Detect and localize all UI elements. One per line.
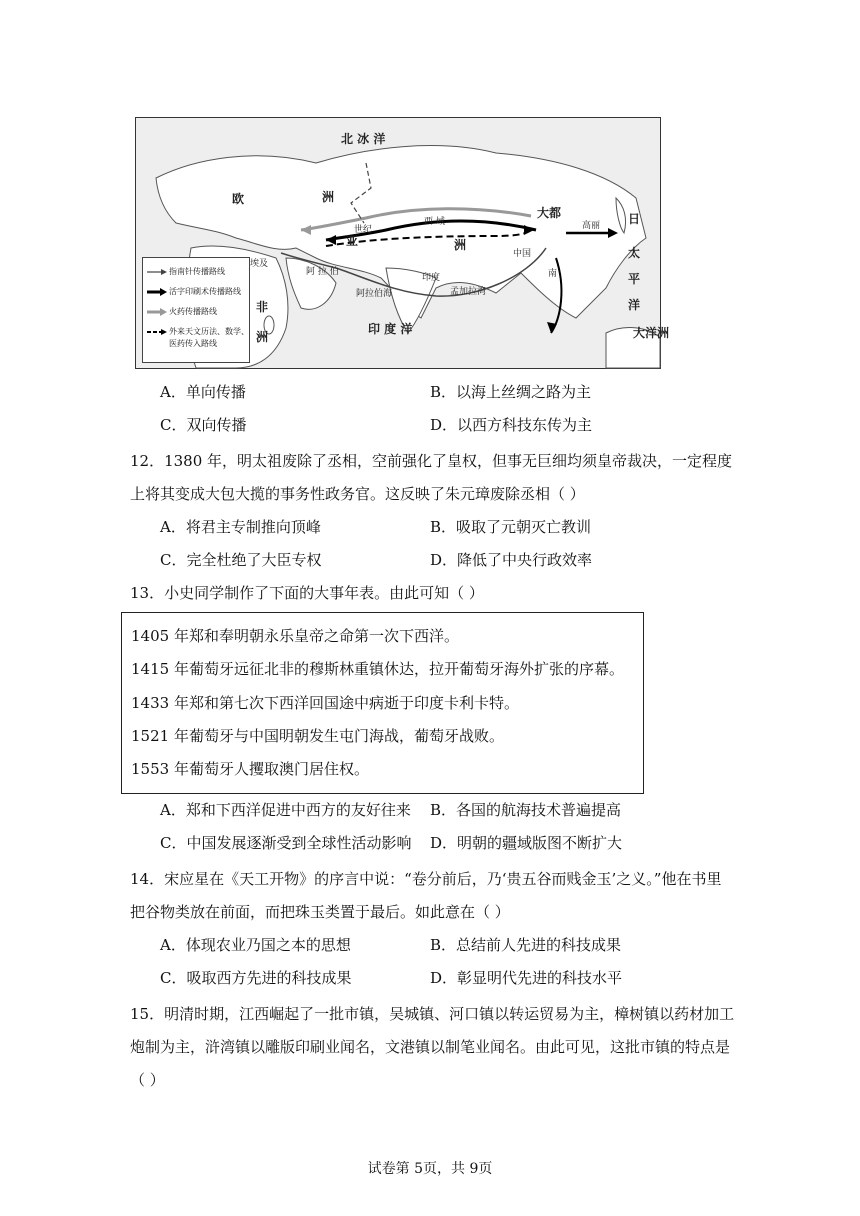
timeline-box xyxy=(121,612,644,794)
q14-stem-line-2: 把谷物类放在前面，而把珠玉类置于最后。如此意在（ ） xyxy=(130,903,510,921)
timeline-entry-1405: 1405 年郑和奉明朝永乐皇帝之命第一次下西洋。 xyxy=(131,627,459,645)
q13-option-d: D．明朝的疆域版图不断扩大 xyxy=(430,834,623,852)
map-label-bengal: 孟加拉湾 xyxy=(450,287,487,297)
q14-option-c: C．吸取西方先进的科技成果 xyxy=(160,969,352,987)
map-label-pacific-3: 洋 xyxy=(628,298,641,312)
q12-option-d: D．降低了中央行政效率 xyxy=(430,551,593,569)
map-label-europe-1: 欧 xyxy=(232,192,245,206)
q13-option-c: C．中国发展逐渐受到全球性活动影响 xyxy=(160,834,412,852)
map-label-century: 世纪 xyxy=(354,225,373,235)
map-label-arabian-sea: 阿拉伯海 xyxy=(356,289,393,299)
legend-gunpowder: 火药传播路线 xyxy=(169,307,217,316)
route-map-figure xyxy=(135,117,670,369)
legend-astronomy-1: 外来天文历法、数学、 xyxy=(169,327,249,336)
map-label-oceania: 大洋洲 xyxy=(633,326,670,340)
q12-option-b: B．吸取了元朝灭亡教训 xyxy=(430,518,592,536)
map-label-asia-2: 洲 xyxy=(454,238,467,252)
map-label-india: 印度 xyxy=(422,273,441,283)
legend-printing: 活字印刷术传播路线 xyxy=(169,287,241,296)
map-label-africa-1: 非 xyxy=(256,300,269,314)
q15-stem-line-2: 炮制为主，浒湾镇以雕版印刷业闻名，文港镇以制笔业闻名。由此可见，这批市镇的特点是 xyxy=(130,1038,731,1056)
q11-option-d: D．以西方科技东传为主 xyxy=(430,416,593,434)
map-label-pacific-2: 平 xyxy=(628,272,641,286)
legend-symbols xyxy=(145,258,169,362)
map-label-europe-2: 洲 xyxy=(322,190,335,204)
timeline-entry-1553: 1553 年葡萄牙人攫取澳门居住权。 xyxy=(131,760,369,778)
timeline-entry-1521: 1521 年葡萄牙与中国明朝发生屯门海战，葡萄牙战败。 xyxy=(131,727,504,745)
map-label-south: 南 xyxy=(548,269,558,279)
map-legend xyxy=(142,257,250,363)
q13-option-a: A．郑和下西洋促进中西方的友好往来 xyxy=(160,801,411,819)
q11-option-a: A．单向传播 xyxy=(160,383,246,401)
q11-option-b: B．以海上丝绸之路为主 xyxy=(430,383,592,401)
map-label-dadu: 大都 xyxy=(537,206,562,220)
map-label-arabia: 阿 拉 伯 xyxy=(306,267,339,277)
page-footer: 试卷第 5页，共 9页 xyxy=(367,1161,493,1177)
timeline-entry-1415: 1415 年葡萄牙远征北非的穆斯林重镇休达，拉开葡萄牙海外扩张的序幕。 xyxy=(131,660,624,678)
q15-stem-line-3: （ ） xyxy=(130,1071,165,1089)
map-label-china: 中国 xyxy=(513,249,532,259)
q12-stem-line-2: 上将其变成大包大揽的事务性政务官。这反映了朱元璋废除丞相（ ） xyxy=(130,485,585,503)
q12-stem-line-1: 12．1380 年，明太祖废除了丞相，空前强化了皇权，但事无巨细均须皇帝裁决，一定程度 xyxy=(130,452,733,470)
q13-option-b: B．各国的航海技术普遍提高 xyxy=(430,801,622,819)
legend-compass: 指南针传播路线 xyxy=(169,267,225,276)
q14-option-d: D．彰显明代先进的科技水平 xyxy=(430,969,623,987)
map-label-japan: 日 xyxy=(628,212,641,226)
map-label-arctic: 北 冰 洋 xyxy=(341,132,386,146)
map-label-egypt: 埃及 xyxy=(250,259,269,269)
legend-astronomy-2: 医药传入路线 xyxy=(169,339,217,348)
map-label-korea: 高丽 xyxy=(582,221,601,231)
map-label-western-regions: 西 域 xyxy=(424,217,445,227)
map-label-pacific-1: 太 xyxy=(628,246,641,260)
map-label-africa-2: 洲 xyxy=(256,330,269,344)
q13-stem: 13．小史同学制作了下面的大事年表。由此可知（ ） xyxy=(130,584,484,602)
map-label-asia-1: 亚 xyxy=(346,234,359,248)
q14-option-b: B．总结前人先进的科技成果 xyxy=(430,936,622,954)
q11-option-c: C．双向传播 xyxy=(160,416,247,434)
q12-option-c: C．完全杜绝了大臣专权 xyxy=(160,551,322,569)
q14-option-a: A．体现农业乃国之本的思想 xyxy=(160,936,351,954)
q14-stem-line-1: 14．宋应星在《天工开物》的序言中说：“卷分前后，乃‘贵五谷而贱金玉’之义。”他在书里 xyxy=(130,870,722,888)
timeline-entry-1433: 1433 年郑和第七次下西洋回国途中病逝于印度卡利卡特。 xyxy=(131,694,519,712)
q15-stem-line-1: 15．明清时期，江西崛起了一批市镇，吴城镇、河口镇以转运贸易为主，樟树镇以药材加工 xyxy=(130,1005,735,1023)
map-label-indian-ocean: 印 度 洋 xyxy=(368,322,413,336)
q12-option-a: A．将君主专制推向顶峰 xyxy=(160,518,321,536)
